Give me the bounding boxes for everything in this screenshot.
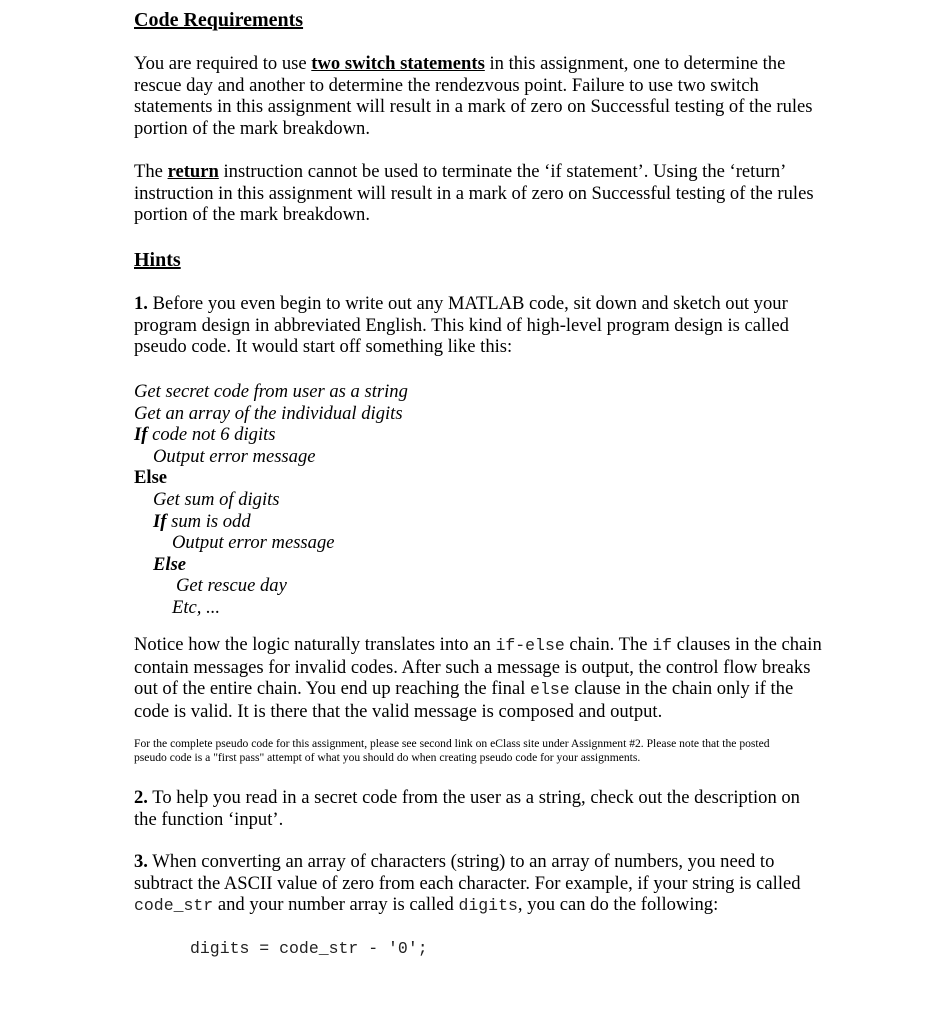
text: sum is odd — [166, 510, 251, 532]
text: Before you even begin to write out any MATLAB code, sit down and sketch out your program design in abbreviated English. This kind of high-level program design is called pseudo code. It would start off something like this: — [134, 293, 789, 358]
text: When converting an array of characters (string) to an array of numbers, you need to subtract the ASCII value of zero from each character. For example, if your string is called — [134, 851, 801, 894]
text: The — [134, 161, 168, 182]
hint-2 — [134, 787, 814, 830]
text: clauses in the chain contain messages for invalid codes. After such a message is output, the control flow breaks out of the entire chain. You end up reaching the final — [134, 634, 822, 700]
pseudo-line — [134, 511, 824, 533]
inline-code: if — [652, 636, 673, 655]
text: Notice how the logic naturally translates into an — [134, 634, 496, 655]
heading-hints: Hints — [134, 249, 181, 271]
text: instruction cannot be used to terminate the ‘if statement’. Using the ‘return’ instruction in this assignment will result in a mark of zero on Successful testing of the rules portion of the mark breakdown. — [134, 161, 814, 226]
code-example: digits = code_str - '0'; — [190, 939, 428, 958]
emphasis-return: return — [167, 161, 219, 182]
pseudo-line: Get an array of the individual digits — [134, 402, 403, 424]
inline-code: else — [530, 680, 570, 700]
inline-code: code_str — [134, 896, 214, 916]
text: , you can do the following: — [517, 894, 719, 916]
keyword-else: Else — [153, 553, 187, 575]
keyword-else: Else — [134, 467, 168, 489]
pseudo-line: Etc, ... — [172, 596, 221, 618]
text: chain. The — [564, 634, 653, 655]
pseudo-line — [134, 424, 824, 446]
inline-code: if-else — [495, 636, 565, 655]
hint-number: 3. — [134, 851, 148, 872]
pseudo-line: Get secret code from user as a string — [134, 381, 408, 402]
text: To help you read in a secret code from the user as a string, check out the description on the function ‘input’. — [134, 787, 800, 830]
pseudo-line: Get sum of digits — [153, 488, 280, 510]
pseudo-code-block — [134, 381, 824, 619]
inline-code: digits — [458, 896, 518, 916]
text: You are required to use — [134, 53, 312, 74]
text: code not 6 digits — [147, 424, 276, 446]
pseudo-line: Get rescue day — [176, 575, 287, 597]
hint-number: 2. — [134, 787, 148, 808]
text: in this assignment, one to determine the rescue day and another to determine the rendezvous point. Failure to use two switch statements in this assignment will result in a mark of zero on Successful testing of the rules portion of the mark breakdown. — [134, 53, 813, 139]
text: and your number array is called — [213, 894, 459, 916]
hint-1 — [134, 293, 824, 358]
paragraph-return-requirement — [134, 161, 824, 226]
paragraph-switch-requirement — [134, 53, 824, 139]
pseudo-line: Output error message — [172, 532, 335, 554]
keyword-if: If — [134, 424, 148, 446]
note-pseudo-code-link: For the complete pseudo code for this assignment, please see second link on eClass site under Assignment #2. Please note that the posted pseudo code is a "first pass" attempt of what you should do when creating pseudo code for your assignments. — [134, 737, 770, 765]
heading-code-requirements: Code Requirements — [134, 9, 304, 31]
emphasis-two-switch-statements: two switch statements — [311, 53, 485, 74]
keyword-if: If — [153, 510, 167, 532]
text: clause in the chain only if the code is valid. It is there that the valid message is composed and output. — [134, 678, 794, 722]
hint-3 — [134, 851, 819, 917]
pseudo-line: Output error message — [153, 445, 316, 467]
paragraph-notice — [134, 634, 824, 722]
hint-number: 1. — [134, 293, 148, 314]
